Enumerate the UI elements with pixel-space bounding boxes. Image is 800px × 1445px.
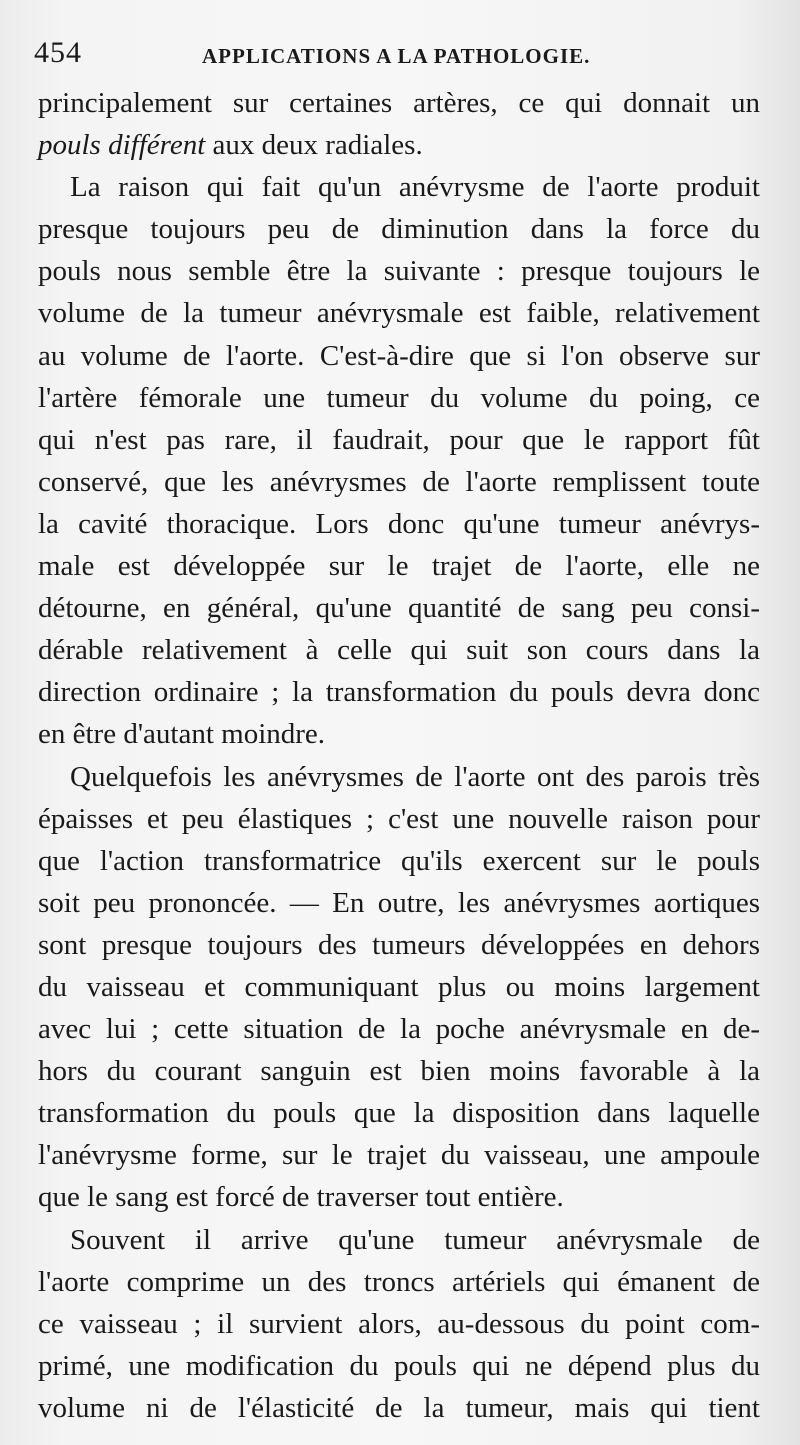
text-line: direction ordinaire ; la transformation du pouls devra donc [38, 676, 760, 709]
text-line: Souvent il arrive qu'une tumeur anévrysmale de [70, 1223, 760, 1256]
text-line: pouls nous semble être la suivante : presque toujours le [38, 255, 760, 288]
text-line: épaisses et peu élastiques ; c'est une nouvelle raison pour [38, 802, 760, 835]
text-line: au volume de l'aorte. C'est-à-dire que si l'on observe sur [38, 339, 760, 372]
text-line: la cavité thoracique. Lors donc qu'une tumeur anévrys- [38, 507, 760, 540]
text-line: hors du courant sanguin est bien moins favorable à la [38, 1055, 760, 1088]
text-line: La raison qui fait qu'un anévrysme de l'aorte produit [70, 171, 760, 204]
text-line: Quelquefois les anévrysmes de l'aorte ont des parois très [70, 760, 760, 793]
text-line: transformation du pouls que la disposition dans laquelle [38, 1097, 760, 1130]
text-line: soit peu prononcée. — En outre, les anévrysmes aortiques [38, 886, 760, 919]
running-head: APPLICATIONS A LA PATHOLOGIE. [202, 44, 591, 68]
text-line: presque toujours peu de diminution dans la force du [38, 213, 760, 246]
text-line: en être d'autant moindre. [38, 718, 326, 751]
text-line: que le sang est forcé de traverser tout entière. [38, 1181, 564, 1214]
body-text [38, 82, 760, 1429]
text-line: avec lui ; cette situation de la poche anévrysmale en de- [38, 1013, 760, 1046]
text-line: male est développée sur le trajet de l'aorte, elle ne [38, 550, 760, 583]
text-line: sont presque toujours des tumeurs développées en dehors [38, 928, 760, 961]
text-line: conservé, que les anévrysmes de l'aorte remplissent toute [38, 465, 760, 498]
text-segment: aux deux radiales. [205, 129, 423, 162]
text-line: primé, une modification du pouls qui ne dépend plus du [38, 1349, 760, 1382]
text-line: volume ni de l'élasticité de la tumeur, mais qui tient [38, 1391, 760, 1424]
page-header [34, 32, 774, 72]
text-line: du vaisseau et communiquant plus ou moins largement [38, 970, 760, 1003]
text-line: principalement sur certaines artères, ce qui donnait un [38, 87, 760, 119]
text-line: l'anévrysme forme, sur le trajet du vaisseau, une ampoule [38, 1139, 760, 1172]
text-line: volume de la tumeur anévrysmale est faible, relativement [38, 297, 760, 330]
text-line [38, 124, 760, 166]
text-line: dérable relativement à celle qui suit son cours dans la [38, 634, 760, 667]
text-line: l'aorte comprime un des troncs artériels qui émanent de [38, 1265, 760, 1298]
text-line: ce vaisseau ; il survient alors, au-dessous du point com- [38, 1307, 760, 1340]
text-line: que l'action transformatrice qu'ils exercent sur le pouls [38, 844, 760, 877]
text-line: l'artère fémorale une tumeur du volume du poing, ce [38, 381, 760, 414]
page-number: 454 [34, 36, 82, 69]
italic-phrase: pouls différent [38, 129, 206, 162]
text-line: détourne, en général, qu'une quantité de sang peu consi- [38, 592, 760, 625]
text-line: qui n'est pas rare, il faudrait, pour que le rapport fût [38, 423, 760, 456]
